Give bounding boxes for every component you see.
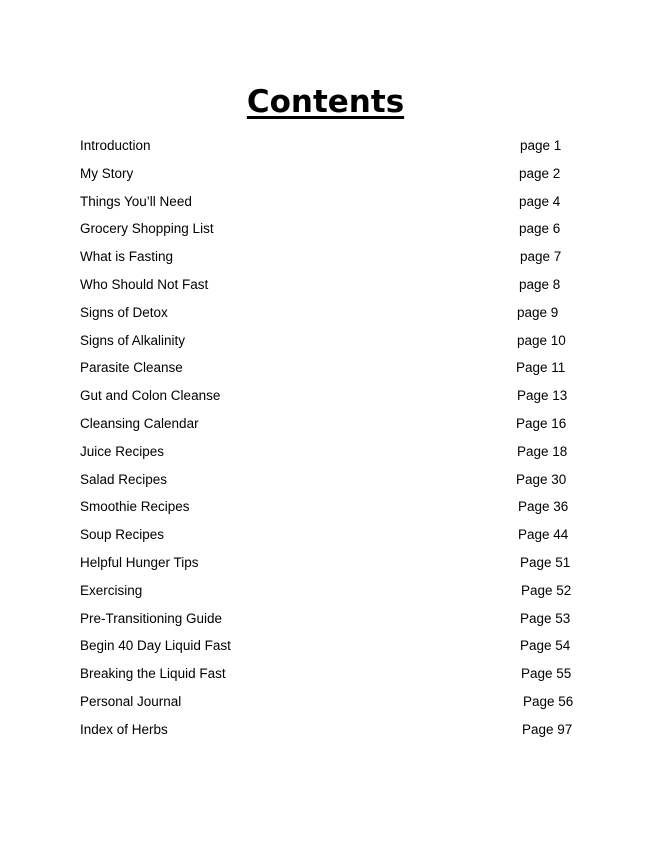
toc-entry-page: page 1	[520, 138, 562, 153]
toc-row	[0, 688, 651, 716]
toc-row	[0, 382, 651, 410]
toc-entry-title: Begin 40 Day Liquid Fast	[80, 638, 231, 654]
toc-row	[0, 605, 651, 633]
toc-entry-title: Who Should Not Fast	[80, 276, 209, 292]
toc-entry-title: Smoothie Recipes	[80, 499, 190, 515]
toc-entry-title: Things You’ll Need	[80, 193, 192, 209]
toc-entry-title: Parasite Cleanse	[80, 360, 183, 376]
toc-entry-title: My Story	[80, 165, 134, 181]
toc-row	[0, 243, 651, 271]
toc-row	[0, 493, 651, 521]
toc-entry-page: Page 54	[520, 638, 571, 654]
contents-heading	[0, 82, 651, 122]
toc-entry-title: Soup Recipes	[80, 527, 165, 543]
toc-entry-page: Page 97	[522, 721, 573, 737]
toc-entry-title: Helpful Hunger Tips	[80, 554, 199, 570]
toc-entry-title: Introduction	[80, 138, 151, 153]
toc-entry-page: Page 30	[516, 471, 567, 487]
toc-entry-page: page 9	[517, 304, 559, 320]
toc-entry-page: page 6	[519, 221, 561, 237]
toc-entry-page: page 4	[519, 193, 561, 209]
toc-entry-title: Exercising	[80, 582, 143, 598]
toc-row	[0, 354, 651, 382]
contents-heading-text: Contents	[246, 84, 405, 120]
toc-entry-title: What is Fasting	[80, 249, 174, 265]
toc-row	[0, 160, 651, 188]
toc-row	[0, 299, 651, 327]
toc-row	[0, 188, 651, 216]
toc-entry-title: Signs of Alkalinity	[80, 332, 186, 348]
toc-entry-page: page 7	[520, 249, 562, 265]
toc-row	[0, 521, 651, 549]
toc-row	[0, 327, 651, 355]
toc-entry-title: Cleansing Calendar	[80, 415, 199, 431]
toc-row	[0, 466, 651, 494]
toc-entry-page: page 10	[517, 332, 566, 348]
toc-entry-page: Page 51	[520, 554, 571, 570]
toc-entry-page: Page 16	[516, 415, 567, 431]
toc-entry-page: Page 13	[517, 388, 568, 404]
toc-row	[0, 716, 651, 744]
toc-entry-title: Gut and Colon Cleanse	[80, 388, 221, 404]
toc-entry-title: Salad Recipes	[80, 471, 168, 487]
toc-row	[0, 438, 651, 466]
toc-entry-title: Grocery Shopping List	[80, 221, 214, 237]
toc-entry-page: Page 53	[520, 610, 571, 626]
toc-entry-page: page 2	[519, 165, 561, 181]
toc-entry-page: Page 11	[516, 360, 566, 376]
toc-row	[0, 215, 651, 243]
toc-row	[0, 549, 651, 577]
toc-row	[0, 132, 651, 160]
toc-entry-title: Signs of Detox	[80, 304, 168, 320]
toc-entry-page: Page 44	[518, 527, 569, 543]
toc-row	[0, 632, 651, 660]
table-of-contents	[0, 132, 651, 744]
toc-row	[0, 660, 651, 688]
toc-entry-page: Page 18	[517, 443, 568, 459]
toc-row	[0, 271, 651, 299]
toc-entry-page: Page 52	[521, 582, 572, 598]
toc-entry-title: Index of Herbs	[80, 721, 168, 737]
toc-entry-title: Juice Recipes	[80, 443, 165, 459]
toc-entry-page: Page 56	[523, 693, 574, 709]
toc-entry-title: Personal Journal	[80, 693, 182, 709]
toc-entry-title: Breaking the Liquid Fast	[80, 666, 226, 682]
toc-entry-page: page 8	[519, 276, 561, 292]
toc-entry-title: Pre-Transitioning Guide	[80, 610, 223, 626]
toc-entry-page: Page 36	[518, 499, 569, 515]
toc-row	[0, 410, 651, 438]
toc-entry-page: Page 55	[521, 666, 572, 682]
toc-row	[0, 577, 651, 605]
